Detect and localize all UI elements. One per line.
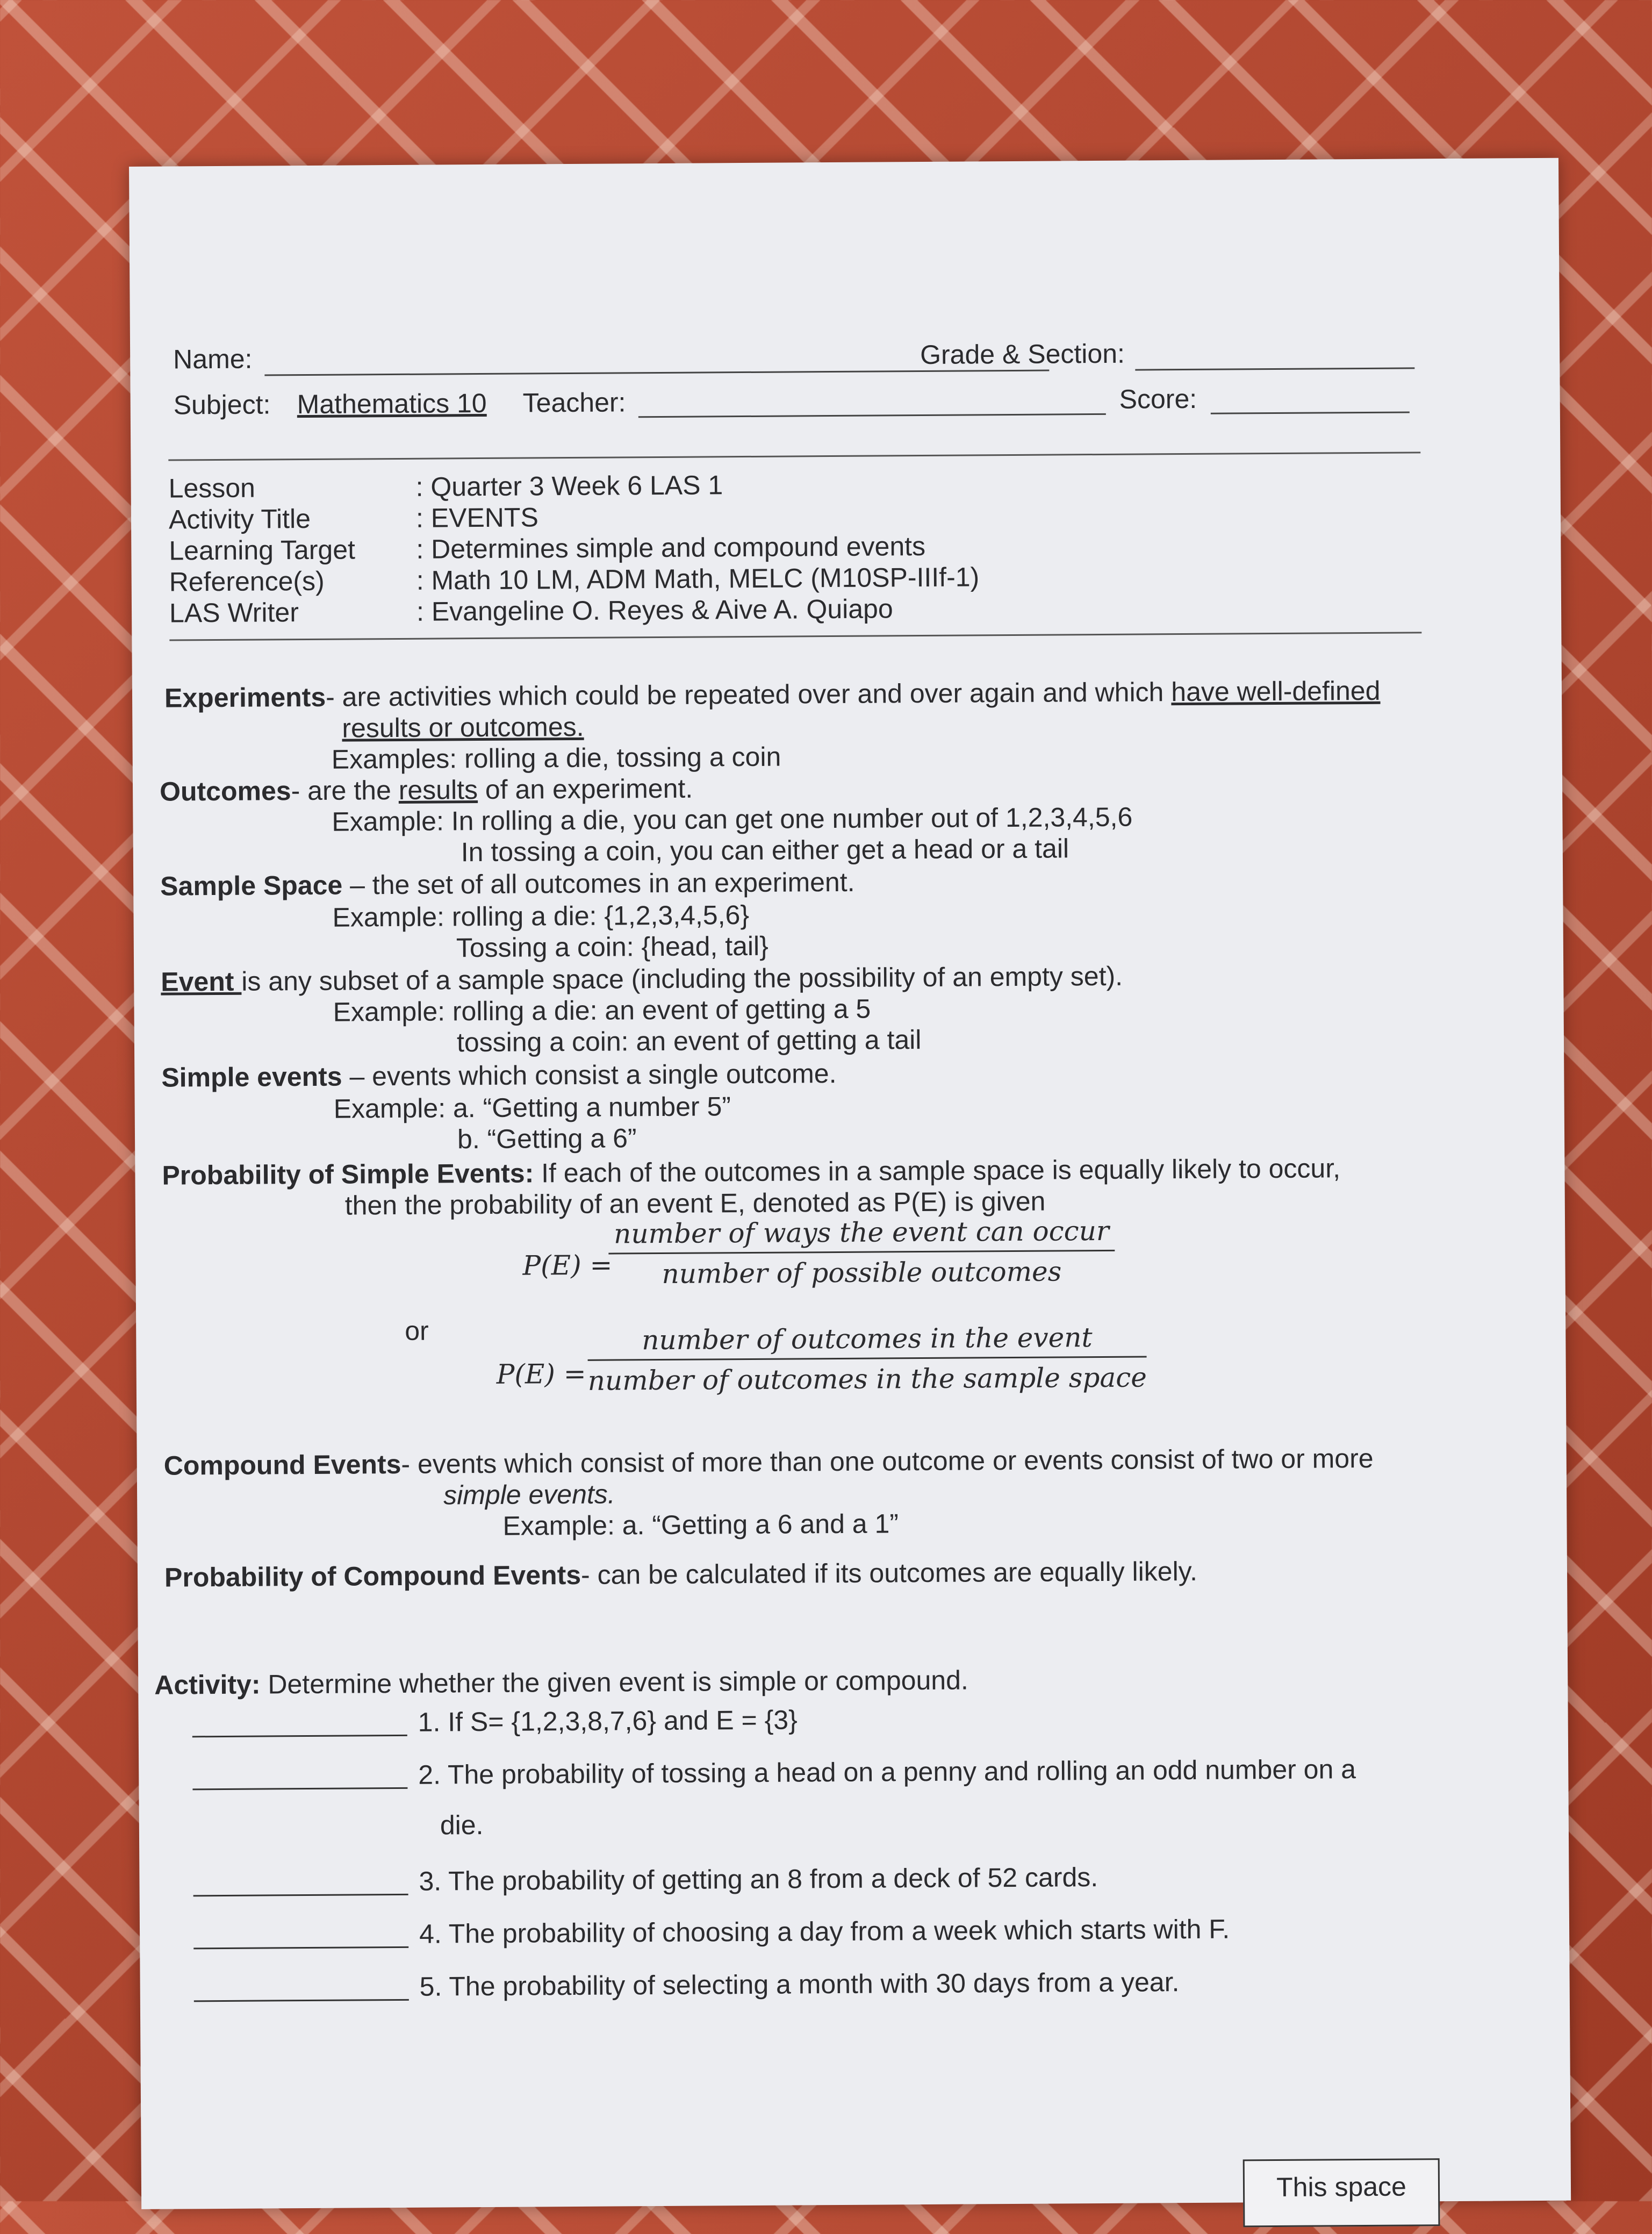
teacher-label: Teacher:: [522, 387, 626, 418]
grade-section-blank[interactable]: [1135, 367, 1414, 370]
answer-blank-1[interactable]: [192, 1735, 407, 1737]
formula-1-denominator: number of possible outcomes: [662, 1256, 1062, 1290]
name-label: Name:: [173, 343, 253, 375]
answer-blank-2[interactable]: [192, 1787, 407, 1790]
activity-instruction: [154, 1665, 968, 1701]
divider-info: [169, 632, 1421, 641]
experiments-definition: [164, 675, 1381, 714]
subject-value: Mathematics 10: [297, 388, 487, 420]
outcomes-term: Outcomes: [159, 776, 291, 807]
experiments-text: - are activities which could be repeated over and over again and which: [325, 677, 1172, 712]
formula-1-fraction: [608, 1215, 1115, 1290]
outcomes-example-1: Example: In rolling a die, you can get one number out of 1,2,3,4,5,6: [332, 801, 1133, 837]
sample-space-definition: [160, 867, 855, 902]
answer-blank-4[interactable]: [193, 1946, 408, 1949]
experiments-term: Experiments: [164, 682, 326, 713]
experiments-examples: Examples: rolling a die, tossing a coin: [331, 741, 781, 775]
or-text: or: [405, 1315, 429, 1346]
footer-box: [1243, 2158, 1440, 2227]
compound-events-text-2: simple events.: [443, 1479, 615, 1510]
event-text: is any subset of a sample space (including the possibility of an empty set).: [241, 961, 1123, 997]
activity-item-2: 2. The probability of tossing a head on a penny and rolling an odd number on a: [418, 1754, 1356, 1790]
simple-events-term: Simple events: [161, 1061, 342, 1093]
sample-space-term: Sample Space: [160, 870, 343, 901]
activity-item-1: 1. If S= {1,2,3,8,7,6} and E = {3}: [418, 1705, 798, 1737]
sample-space-example-1: Example: rolling a die: {1,2,3,4,5,6}: [332, 899, 750, 933]
experiments-underlined: have well-defined: [1171, 675, 1381, 707]
event-term: Event: [161, 966, 242, 997]
probability-simple-term: Probability of Simple Events:: [162, 1158, 534, 1191]
score-label: Score:: [1119, 383, 1197, 414]
info-value: : Math 10 LM, ADM Math, MELC (M10SP-IIIf-1): [416, 562, 980, 596]
worksheet-page: [129, 158, 1571, 2209]
info-value: : Determines simple and compound events: [416, 531, 926, 564]
probability-compound-definition: [164, 1556, 1197, 1593]
info-value: : EVENTS: [415, 502, 539, 533]
formula-2-lhs: P(E) =: [496, 1358, 586, 1390]
grade-section-label: Grade & Section:: [920, 338, 1125, 370]
probability-simple-text: If each of the outcomes in a sample space is equally likely to occur,: [534, 1153, 1341, 1188]
formula-1-numerator: number of ways the event can occur: [608, 1215, 1115, 1255]
info-label: Lesson: [168, 472, 256, 504]
activity-term: Activity:: [154, 1669, 261, 1700]
info-label: Activity Title: [168, 503, 311, 535]
formula-1-lhs: P(E) =: [522, 1249, 613, 1281]
probability-compound-term: Probability of Compound Events: [164, 1559, 581, 1593]
sample-space-text: – the set of all outcomes in an experiment.: [342, 867, 855, 900]
simple-events-text: – events which consist a single outcome.: [342, 1058, 837, 1092]
outcomes-underlined: results: [398, 775, 478, 805]
event-definition: [161, 961, 1123, 998]
info-value: : Evangeline O. Reyes & Aive A. Quiapo: [416, 593, 893, 627]
formula-2-numerator: number of outcomes in the event: [587, 1321, 1146, 1361]
simple-events-example-2: b. “Getting a 6”: [457, 1123, 637, 1155]
event-example-1: Example: rolling a die: an event of getting a 5: [333, 993, 871, 1027]
formula-2-denominator: number of outcomes in the sample space: [587, 1362, 1147, 1397]
outcomes-text: - are the: [291, 775, 399, 806]
answer-blank-5[interactable]: [194, 1999, 409, 2002]
outcomes-definition: [160, 773, 693, 807]
activity-item-3: 3. The probability of getting an 8 from a deck of 52 cards.: [419, 1862, 1098, 1896]
compound-events-definition: [164, 1443, 1374, 1481]
simple-events-definition: [161, 1058, 837, 1093]
compound-events-text: - events which consist of more than one outcome or events consist of two or more: [401, 1443, 1374, 1479]
name-blank[interactable]: [264, 370, 1049, 376]
footer-box-text: This space: [1276, 2171, 1407, 2203]
sample-space-example-2: Tossing a coin: {head, tail}: [456, 930, 769, 963]
info-label: Reference(s): [169, 565, 325, 597]
formula-2-fraction: [587, 1321, 1147, 1396]
activity-item-4: 4. The probability of choosing a day from a week which starts with F.: [419, 1914, 1230, 1949]
score-blank[interactable]: [1211, 411, 1410, 414]
info-label: Learning Target: [169, 534, 356, 566]
simple-events-example-1: Example: a. “Getting a number 5”: [333, 1091, 731, 1124]
experiments-underlined-cont: results or outcomes.: [342, 711, 584, 743]
event-example-2: tossing a coin: an event of getting a tail: [456, 1025, 922, 1058]
divider-top: [168, 452, 1420, 461]
answer-blank-3[interactable]: [193, 1894, 408, 1896]
activity-item-2-cont: die.: [440, 1810, 484, 1841]
info-value: : Quarter 3 Week 6 LAS 1: [415, 470, 723, 502]
activity-item-5: 5. The probability of selecting a month with 30 days from a year.: [419, 1967, 1180, 2002]
compound-events-example: Example: a. “Getting a 6 and a 1”: [502, 1508, 899, 1541]
probability-simple-text-2: then the probability of an event E, denoted as P(E) is given: [344, 1186, 1046, 1221]
subject-label: Subject:: [173, 389, 271, 420]
info-label: LAS Writer: [169, 597, 299, 628]
outcomes-example-2: In tossing a coin, you can either get a head or a tail: [461, 833, 1069, 868]
activity-text: Determine whether the given event is simple or compound.: [260, 1665, 969, 1700]
teacher-blank[interactable]: [638, 413, 1106, 418]
compound-events-term: Compound Events: [163, 1449, 401, 1481]
probability-compound-text: - can be calculated if its outcomes are equally likely.: [580, 1556, 1198, 1590]
probability-simple-definition: [162, 1152, 1340, 1191]
outcomes-text-end: of an experiment.: [477, 773, 693, 805]
